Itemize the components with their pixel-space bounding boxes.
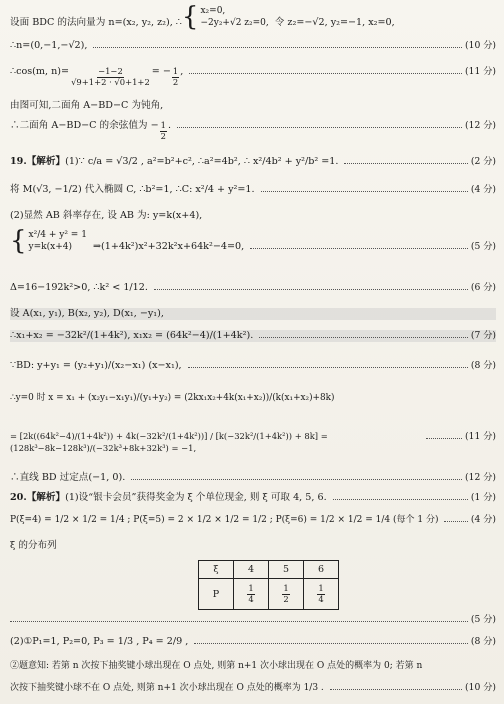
- prob-fraction: [282, 584, 289, 604]
- cosine-end: ,: [180, 66, 184, 77]
- q19-part1-text: (1)∵ c/a = √3/2 , a²=b²+c², ∴a²=4b², ∴ x²/4b² + y²/b² =1.: [65, 156, 339, 167]
- q19-conclusion-text: ∴直线 BD 过定点(−1, 0).: [10, 472, 126, 483]
- leader-dots: [344, 163, 467, 164]
- score-11b: (11 分): [465, 431, 496, 442]
- prob-den: 2: [283, 593, 289, 604]
- leader-dots: [426, 438, 462, 439]
- score-1: (1 分): [470, 492, 496, 503]
- q19-substitute-line: [10, 184, 496, 196]
- leader-dots: [261, 191, 468, 192]
- q19-compute-line: [10, 430, 496, 454]
- leader-dots: [93, 47, 462, 48]
- leader-dots: [444, 521, 467, 522]
- q19-delta-line: [10, 282, 496, 294]
- score-11: (11 分): [465, 66, 496, 77]
- leader-dots: [250, 248, 468, 249]
- q19-compute-text: = [2k((64k²−4)/(1+4k²)) + 4k(−32k²/(1+4k²))] / [k(−32k²/(1+4k²)) + 8k] = (128k³−8k−128k³)/(−32k³+8k+32k³) = −1,: [10, 431, 328, 453]
- q19-system-eq-2: y=k(x+4): [28, 242, 72, 252]
- leader-dots: [333, 499, 468, 500]
- dihedral-end: .: [167, 120, 172, 131]
- q19-part1-line: [10, 156, 496, 168]
- prob-den: 4: [248, 593, 254, 604]
- q19-system-line: [10, 228, 496, 254]
- prob-den: 4: [318, 593, 324, 604]
- q19-heading: 19.【解析】: [10, 156, 66, 167]
- leader-dots: [154, 289, 468, 290]
- prob-fraction: [317, 584, 324, 604]
- system-eq-1: x₂=0,: [200, 6, 226, 16]
- system-eq-2: −2y₂+√2 z₂=0,: [200, 18, 269, 28]
- score-5: (5 分): [470, 241, 496, 252]
- table-cell: ξ: [199, 561, 234, 579]
- cosine-numerator: −1−2: [98, 66, 123, 76]
- q20-table-score-line: [10, 614, 496, 626]
- table-cell: 5: [269, 561, 304, 579]
- table-row: [199, 561, 339, 579]
- table-cell: 4: [234, 561, 269, 579]
- q20-part1-text: (1)设“银卡会员”获得奖金为 ξ 个单位现金, 则 ξ 可取 4, 5, 6.: [65, 492, 327, 503]
- leader-dots: [131, 479, 462, 480]
- prob-num: 1: [248, 583, 254, 593]
- dihedral-den: 2: [160, 130, 166, 141]
- q19-delta-text: Δ=16−192k²>0, ∴k² < 1/12.: [10, 282, 148, 293]
- q19-bd-line: [10, 360, 496, 372]
- dihedral-num: 1: [160, 120, 166, 130]
- q20-explain-text-2: 次按下抽奖键小球不在 O 点处, 则第 n+1 次小球出现在 O 点处的概率为 1/3 .: [10, 683, 324, 693]
- leader-dots: [188, 367, 468, 368]
- leader-dots: [330, 689, 462, 690]
- cosine-fraction: [70, 67, 151, 87]
- table-cell: P: [199, 579, 234, 610]
- score-7: (7 分): [470, 330, 496, 341]
- score-6: (6 分): [470, 282, 496, 293]
- q19-substitute-text: 将 M(√3, −1/2) 代入椭圆 C, ∴b²=1, ∴C: x²/4 + y²=1.: [10, 184, 255, 195]
- leader-dots: [177, 127, 462, 128]
- prob-num: 1: [283, 583, 289, 593]
- cosine-result-den: 2: [172, 76, 179, 87]
- dihedral-cosine-text: ∴二面角 A−BD−C 的余弦值为 −: [10, 120, 159, 131]
- q19-system-result: ⇒(1+4k²)x²+32k²x+64k²−4=0,: [92, 241, 245, 252]
- normal-vector-tail: 令 z₂=−√2, y₂=−1, x₂=0,: [274, 17, 395, 28]
- q19-intercept-line: ∴y=0 时 x = x₁ + (x₂y₁−x₁y₁)/(y₁+y₂) = (2kx₁x₂+4k(x₁+x₂))/(k(x₁+x₂)+8k): [10, 393, 335, 403]
- q20-prob-line: [10, 514, 496, 526]
- q19-part2-line: (2)显然 AB 斜率存在, 设 AB 为: y=k(x+4),: [10, 210, 203, 221]
- q20-dist-label: ξ 的分布列: [10, 540, 57, 551]
- score-12b: (12 分): [465, 472, 496, 483]
- q20-heading: 20.【解析】: [10, 492, 66, 503]
- dihedral-cosine-line: [10, 120, 496, 141]
- table-cell: 6: [304, 561, 339, 579]
- distribution-table: [198, 560, 339, 610]
- dihedral-cosine-fraction: [160, 121, 167, 141]
- score-5b: (5 分): [470, 614, 496, 625]
- table-cell: [234, 579, 269, 610]
- table-cell: [269, 579, 304, 610]
- score-4b: (4 分): [470, 514, 496, 525]
- normal-vector-line: [10, 4, 496, 30]
- q20-part2-line: [10, 636, 496, 648]
- table-row: [199, 579, 339, 610]
- score-10: (10 分): [465, 40, 496, 51]
- normal-vector-result: ∴n=(0,−1,−√2),: [10, 40, 88, 51]
- normal-vector-result-line: [10, 40, 496, 52]
- cosine-result-fraction: [172, 67, 179, 87]
- score-8: (8 分): [470, 360, 496, 371]
- equation-system: { x₂=0, −2y₂+√2 z₂=0,: [181, 2, 269, 32]
- cosine-equals: = −: [151, 66, 171, 77]
- leader-dots: [189, 73, 462, 74]
- score-12: (12 分): [465, 120, 496, 131]
- prob-fraction: [247, 584, 254, 604]
- normal-vector-text: 设面 BDC 的法向量为 n=(x₂, y₂, z₂), ∴: [10, 17, 182, 28]
- q20-explain-line-2: [10, 682, 496, 694]
- q20-prob-text: P(ξ=4) = 1/2 × 1/2 = 1/4 ; P(ξ=5) = 2 × 1/2 × 1/2 = 1/2 ; P(ξ=6) = 1/2 × 1/2 = 1/4 (每个 1 分): [10, 515, 439, 525]
- q20-part1-line: [10, 492, 496, 504]
- cosine-denominator: √9+1+2 · √0+1+2: [71, 76, 150, 87]
- q19-vieta-text: ∴x₁+x₂ = −32k²/(1+4k²), x₁x₂ = (64k²−4)/(1+4k²).: [10, 330, 254, 341]
- q19-vieta-line: [10, 330, 496, 342]
- q19-conclusion-line: [10, 472, 496, 484]
- cosine-line: [10, 66, 496, 87]
- q19-system-eq-1: x²/4 + y² = 1: [28, 230, 87, 240]
- table-cell: [304, 579, 339, 610]
- score-2: (2 分): [470, 156, 496, 167]
- leader-dots: [259, 337, 468, 338]
- score-10b: (10 分): [465, 682, 496, 693]
- leader-dots: [194, 643, 468, 644]
- q19-system: { x²/4 + y² = 1 y=k(x+4): [10, 226, 87, 256]
- prob-num: 1: [318, 583, 324, 593]
- leader-dots: [10, 621, 468, 622]
- q20-part2-text: (2)①P₁=1, P₂=0, P₃ = 1/3 , P₄ = 2/9 ,: [10, 636, 189, 647]
- cosine-result-num: 1: [172, 66, 179, 76]
- obtuse-angle-line: 由图可知,二面角 A−BD−C 为钝角,: [10, 100, 164, 111]
- q19-bd-text: ∵BD: y+y₁ = (y₂+y₁)/(x₂−x₁) (x−x₁),: [10, 360, 182, 371]
- cosine-prefix: ∴cos(m, n)=: [10, 66, 70, 77]
- score-4: (4 分): [470, 184, 496, 195]
- score-8b: (8 分): [470, 636, 496, 647]
- q20-explain-line-1: ②题意知: 若第 n 次按下抽奖键小球出现在 O 点处, 则第 n+1 次小球出现在 O 点处的概率为 0; 若第 n: [10, 661, 423, 671]
- q19-points-line: 设 A(x₁, y₁), B(x₂, y₂), D(x₁, −y₁),: [10, 308, 496, 320]
